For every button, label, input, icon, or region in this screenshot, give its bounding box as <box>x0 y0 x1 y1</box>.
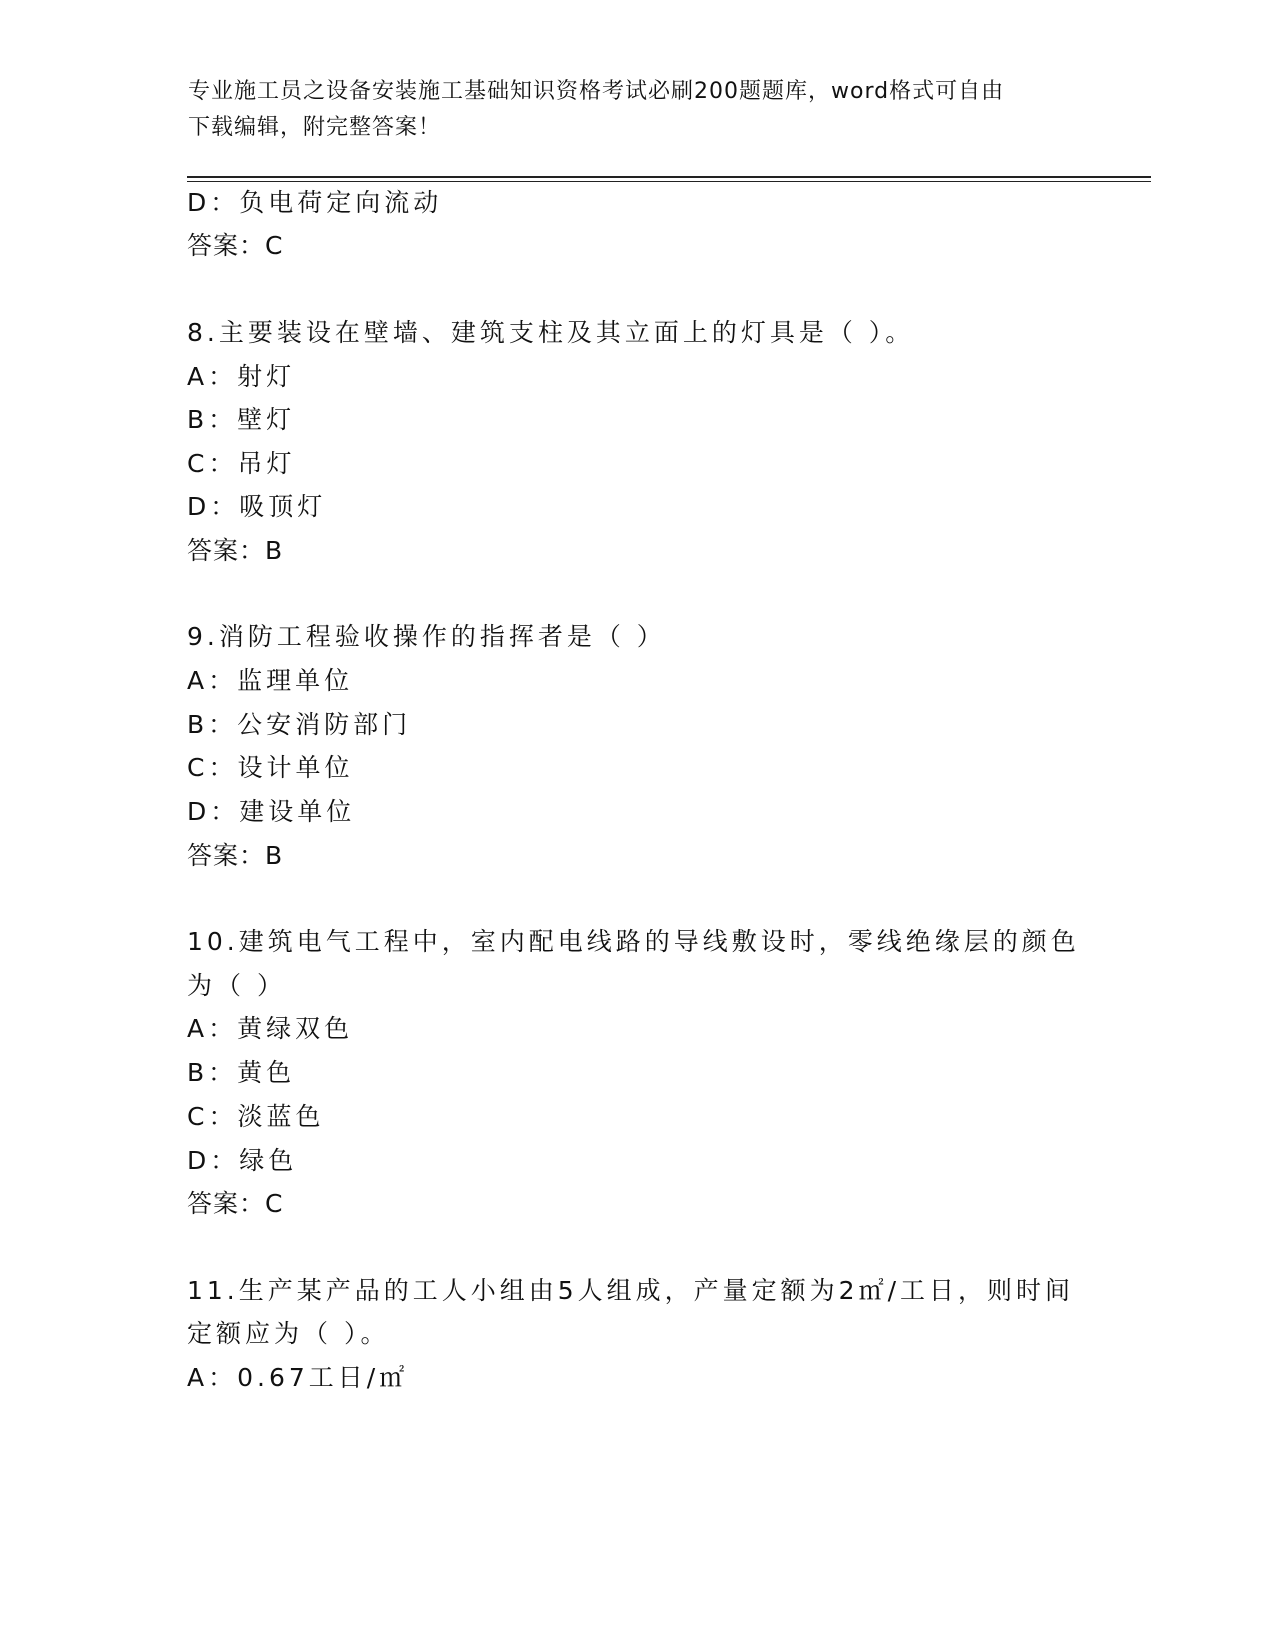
q9-answer: 答案：B <box>187 841 284 870</box>
q8-stem: 8.主要装设在壁墙、建筑支柱及其立面上的灯具是（ ）。 <box>187 318 915 347</box>
q8-option-a: A：射灯 <box>187 362 296 391</box>
q8-option-c: C：吊灯 <box>187 449 296 478</box>
q9-option-a: A：监理单位 <box>187 666 354 695</box>
header-divider-thick <box>187 176 1151 178</box>
prev-option-d: D：负电荷定向流动 <box>187 188 443 217</box>
q10-option-b: B：黄色 <box>187 1058 296 1087</box>
q10-option-a: A：黄绿双色 <box>187 1014 354 1043</box>
q8-option-b: B：壁灯 <box>187 405 296 434</box>
q8-answer: 答案：B <box>187 536 284 565</box>
prev-answer: 答案：C <box>187 231 284 260</box>
q11-stem-line2: 定额应为（ ）。 <box>187 1319 390 1348</box>
q10-answer: 答案：C <box>187 1189 284 1218</box>
q9-option-c: C：设计单位 <box>187 753 354 782</box>
q9-stem: 9.消防工程验收操作的指挥者是（ ） <box>187 622 666 651</box>
q9-option-d: D：建设单位 <box>187 797 356 826</box>
q11-option-a: A：0.67工日/㎡ <box>187 1363 409 1392</box>
header-title-line2: 下载编辑，附完整答案！ <box>188 115 442 140</box>
header-divider-thin <box>187 181 1151 182</box>
header-title <box>188 74 1068 146</box>
q10-option-c: C：淡蓝色 <box>187 1102 325 1131</box>
q10-stem-line2: 为（ ） <box>187 971 286 1000</box>
q10-stem-line1: 10.建筑电气工程中，室内配电线路的导线敷设时，零线绝缘层的颜色 <box>187 927 1080 956</box>
q10-option-d: D：绿色 <box>187 1146 298 1175</box>
q8-option-d: D：吸顶灯 <box>187 492 327 521</box>
q9-option-b: B：公安消防部门 <box>187 710 412 739</box>
q11-stem-line1: 11.生产某产品的工人小组由5人组成，产量定额为2㎡/工日，则时间 <box>187 1276 1074 1305</box>
header-title-line1: 专业施工员之设备安装施工基础知识资格考试必刷200题题库，word格式可自由 <box>188 79 1005 104</box>
